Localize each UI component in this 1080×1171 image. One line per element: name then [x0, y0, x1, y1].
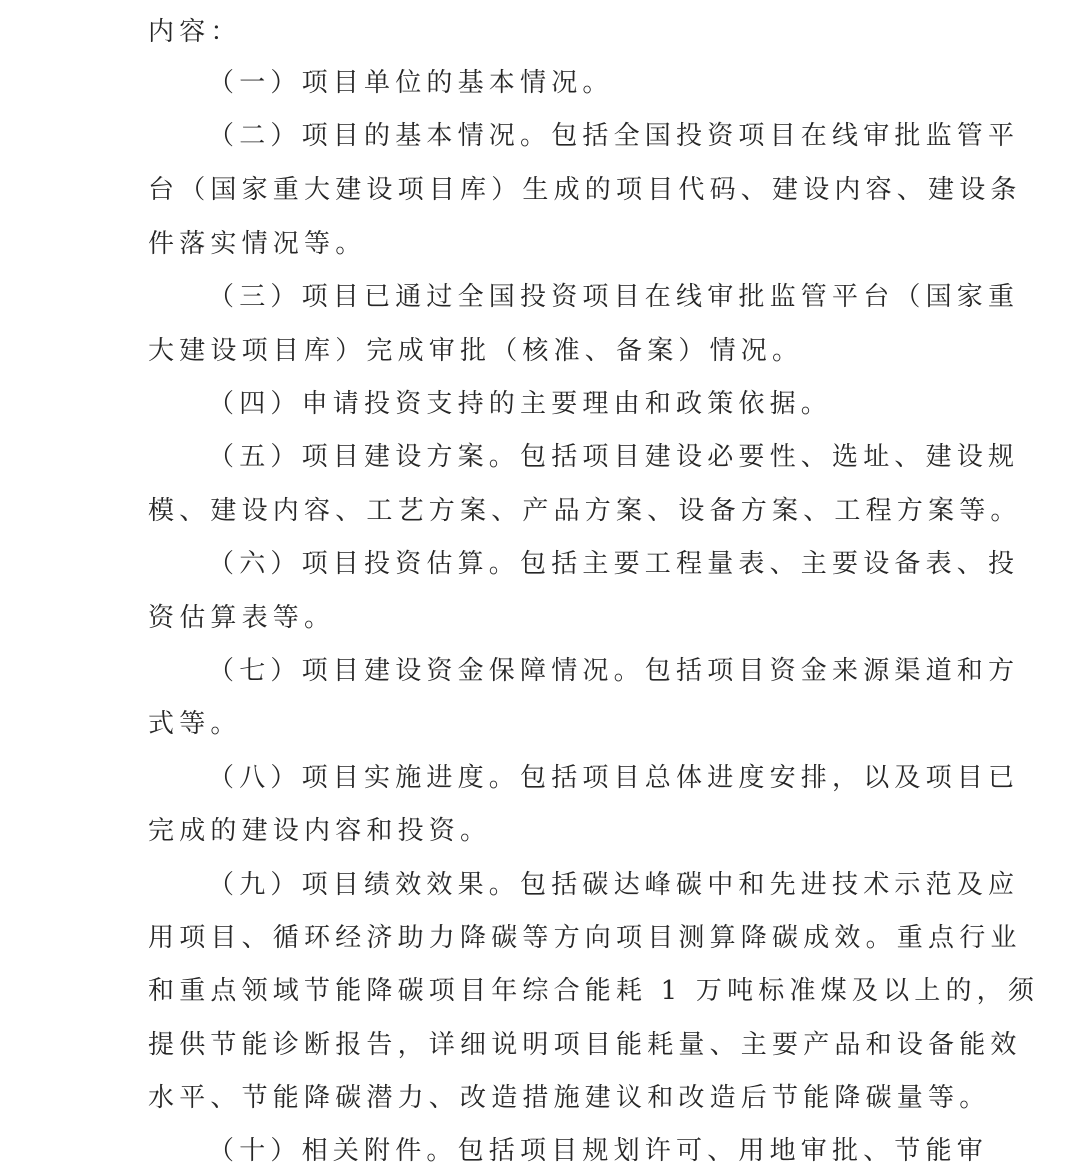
list-item-3: （三）项目已通过全国投资项目在线审批监管平台（国家重	[208, 282, 1020, 312]
list-item-4: （四）申请投资支持的主要理由和政策依据。	[208, 389, 833, 419]
list-item-9: （九）项目绩效效果。包括碳达峰碳中和先进技术示范及应	[208, 870, 1020, 900]
text-line: 大建设项目库）完成审批（核准、备案）情况。	[148, 336, 804, 366]
list-item-1: （一）项目单位的基本情况。	[208, 68, 614, 98]
text-line: 台（国家重大建设项目库）生成的项目代码、建设内容、建设条	[148, 175, 1022, 205]
list-item-6: （六）项目投资估算。包括主要工程量表、主要设备表、投	[208, 549, 1020, 579]
text-line: 件落实情况等。	[148, 229, 367, 259]
text-line: 用项目、循环经济助力降碳等方向项目测算降碳成效。重点行业	[148, 923, 1022, 953]
list-item-7: （七）项目建设资金保障情况。包括项目资金来源渠道和方	[208, 656, 1020, 686]
list-item-10: （十）相关附件。包括项目规划许可、用地审批、节能审	[208, 1136, 989, 1166]
text-line: 式等。	[148, 709, 242, 739]
text-line: 水平、节能降碳潜力、改造措施建议和改造后节能降碳量等。	[148, 1083, 991, 1113]
text-line: 模、建设内容、工艺方案、产品方案、设备方案、工程方案等。	[148, 496, 1022, 526]
text-line: 完成的建设内容和投资。	[148, 816, 492, 846]
text-line: 资估算表等。	[148, 603, 336, 633]
list-item-2: （二）项目的基本情况。包括全国投资项目在线审批监管平	[208, 121, 1020, 151]
list-item-5: （五）项目建设方案。包括项目建设必要性、选址、建设规	[208, 442, 1020, 472]
text-line: 提供节能诊断报告，详细说明项目能耗量、主要产品和设备能效	[148, 1030, 1022, 1060]
text-line: 和重点领域节能降碳项目年综合能耗 1 万吨标准煤及以上的，须	[148, 976, 1040, 1006]
text-line: 内容：	[148, 17, 242, 47]
list-item-8: （八）项目实施进度。包括项目总体进度安排，以及项目已	[208, 763, 1020, 793]
